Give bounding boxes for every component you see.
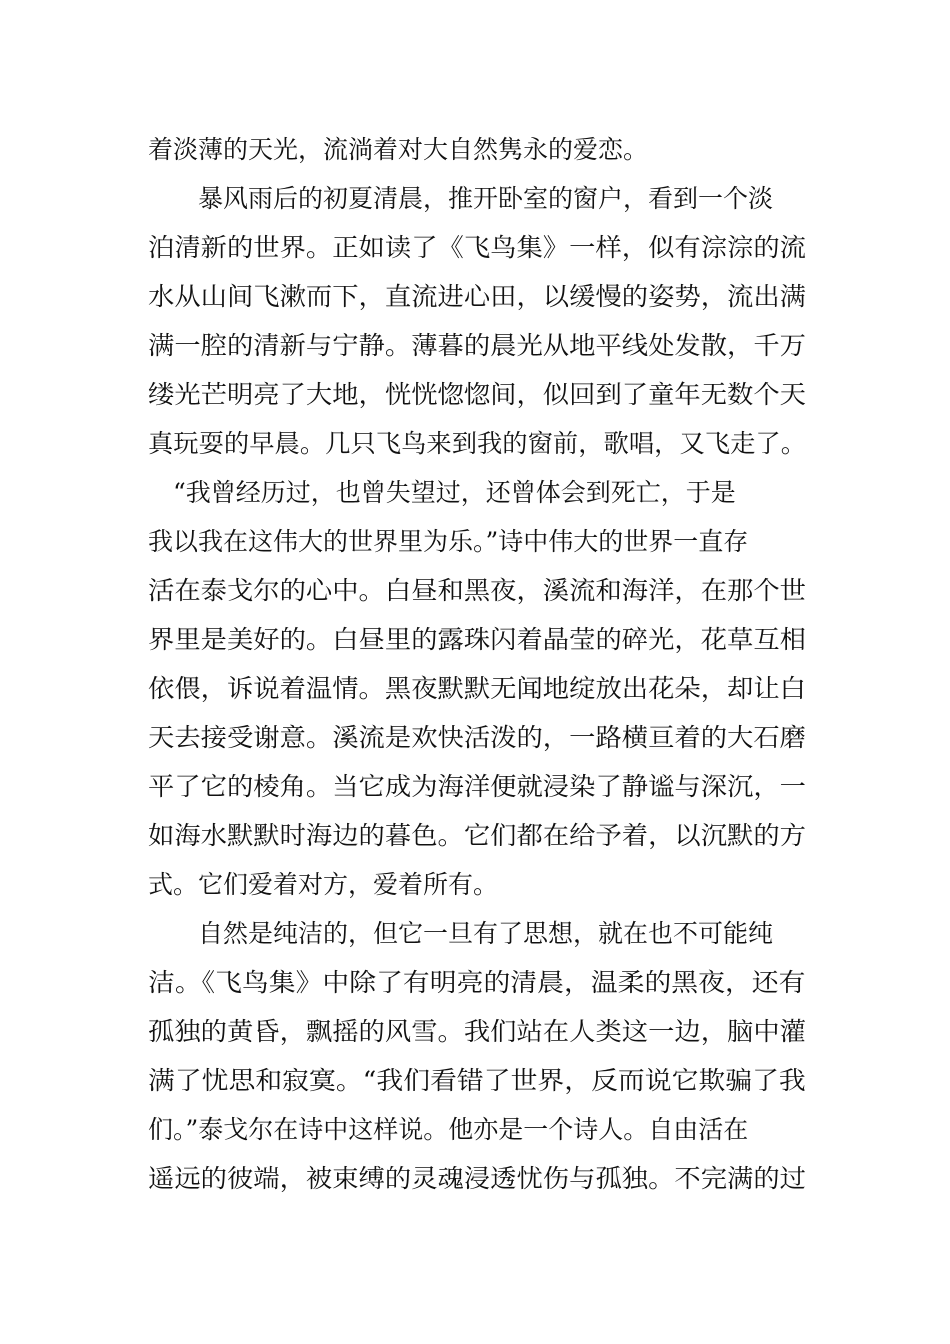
text-line: 真玩耍的早晨。几只飞鸟来到我的窗前，歌唱，又飞走了。 [148,429,807,458]
text-line: 平了它的棱角。当它成为海洋便就浸染了静谧与深沉，一 [148,772,807,801]
text-line: 满一腔的清新与宁静。薄暮的晨光从地平线处发散，千万 [148,331,807,360]
text-line: 洁。《飞鸟集》中除了有明亮的清晨，温柔的黑夜，还有 [148,968,806,997]
paragraph-first-line: “我曾经历过，也曾失望过，还曾体会到死亡，于是 [173,478,736,507]
text-line: 们。”泰戈尔在诗中这样说。他亦是一个诗人。自由活在 [148,1115,749,1144]
text-line: 遥远的彼端，被束缚的灵魂浸透忧伤与孤独。不完满的过 [148,1164,807,1193]
text-line: 满了忧思和寂寞。“我们看错了世界，反而说它欺骗了我 [148,1066,806,1095]
text-line: 式。它们爱着对方，爱着所有。 [148,870,499,899]
text-line: 依偎，诉说着温情。黑夜默默无闻地绽放出花朵，却让白 [148,674,807,703]
text-line: 孤独的黄昏，飘摇的风雪。我们站在人类这一边，脑中灌 [148,1017,807,1046]
text-line: 我以我在这伟大的世界里为乐。”诗中伟大的世界一直存 [148,527,749,556]
text-line: 天去接受谢意。溪流是欢快活泼的，一路横亘着的大石磨 [148,723,807,752]
text-line: 界里是美好的。白昼里的露珠闪着晶莹的碎光，花草互相 [148,625,807,654]
paragraph-first-line: 暴风雨后的初夏清晨，推开卧室的窗户，看到一个淡 [198,184,774,213]
paragraph-first-line: 自然是纯洁的，但它一旦有了思想，就在也不可能纯 [198,919,774,948]
text-line: 着淡薄的天光，流淌着对大自然隽永的爱恋。 [148,135,649,164]
text-line: 缕光芒明亮了大地，恍恍惚惚间，似回到了童年无数个天 [148,380,807,409]
text-line: 如海水默默时海边的暮色。它们都在给予着，以沉默的方 [148,821,807,850]
text-line: 泊清新的世界。正如读了《飞鸟集》一样，似有淙淙的流 [148,233,807,262]
text-line: 活在泰戈尔的心中。白昼和黑夜，溪流和海洋，在那个世 [148,576,807,605]
text-line: 水从山间飞漱而下，直流进心田，以缓慢的姿势，流出满 [148,282,807,311]
